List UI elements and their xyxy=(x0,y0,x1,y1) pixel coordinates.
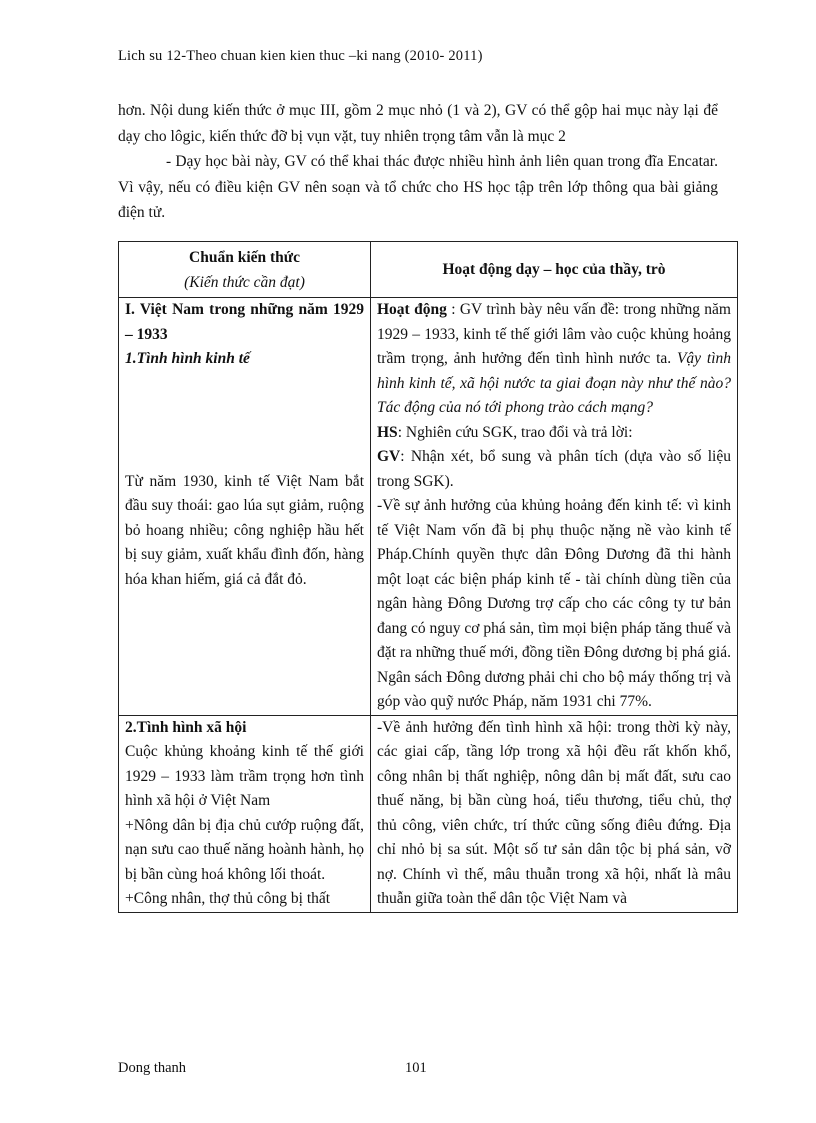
gv-text: : Nhận xét, bổ sung và phân tích (dựa vào số liệu trong SGK). xyxy=(377,448,731,490)
table-row xyxy=(119,298,738,716)
running-header: Lich su 12-Theo chuan kien kien thuc –ki nang (2010- 2011) xyxy=(118,48,483,64)
society-intro: Cuộc khủng khoảng kinh tế thế giới 1929 – 1933 làm trầm trọng hơn tình hình xã hội ở Việt Nam xyxy=(125,743,364,809)
intro-paragraph-1: hơn. Nội dung kiến thức ở mục III, gồm 2 mục nhỏ (1 và 2), GV có thể gộp hai mục này lại để dạy cho lôgic, kiến thức đỡ bị vụn vặt, tuy nhiên trọng tâm vẫn là mục 2 xyxy=(118,102,718,145)
economic-impact-paragraph: -Về sự ảnh hưởng của khủng hoảng đến kinh tế: vì kinh tế Việt Nam vốn đã bị phụ thuộc nặng nề vào kinh tế Pháp.Chính quyền thực dân Đông Dương đã thi hành một loạt các biện pháp kinh tế - tài chính dùng tiền của ngân hàng Đông Dương trợ cấp cho các công ty tư bản đang có nguy cơ phá sản, tìm mọi biện pháp tăng thuế và đặt ra những thuế mới, đồng tiền Đông dương bị phá giá. Ngân sách Đông dương phải chi cho bộ máy thống trị và góp vào quỹ nước Pháp, năm 1931 chi 77%. xyxy=(377,497,731,710)
social-impact-paragraph: -Về ảnh hưởng đến tình hình xã hội: trong thời kỳ này, các giai cấp, tầng lớp trong xã hội đều rất khốn khổ, công nhân bị thất nghiệp, nông dân bị mất đất, sưu cao thuế năng, bị bần cùng hoá, tiểu thương, tiểu chủ, thợ thủ công, viên chức, trí thức cũng sống điêu đứng. Địa chỉ nhỏ bị sa sút. Một số tư sản dân tộc bị phá sản, vỡ nợ. Chính vì thế, mâu thuẫn trong xã hội, nhất là mâu thuẫn giữa toàn thể dân tộc Việt Nam và xyxy=(377,718,731,907)
hs-paragraph xyxy=(377,421,731,446)
page-number: 101 xyxy=(405,1060,427,1076)
activity-paragraph xyxy=(377,298,731,421)
activity-text: : GV trình bày nêu vấn đề: trong những năm 1929 – 1933, kinh tế thế giới lâm vào cuộc khủng hoảng trầm trọng, ảnh hưởng đến tình hình nước ta. xyxy=(377,301,731,367)
col2-header-title: Hoạt động dạy – học của thầy, trò xyxy=(442,261,666,279)
row2-knowledge-cell xyxy=(119,715,371,912)
gv-paragraph xyxy=(377,445,731,494)
subsection-title-economy: 1.Tình hình kinh tế xyxy=(125,350,250,367)
section-title: I. Việt Nam trong những năm 1929 – 1933 xyxy=(125,301,364,343)
col1-header xyxy=(119,242,371,298)
gv-label: GV xyxy=(377,448,401,465)
hs-text: : Nghiên cứu SGK, trao đổi và trả lời: xyxy=(397,423,633,441)
col1-header-title: Chuẩn kiến thức xyxy=(189,249,300,266)
intro-text xyxy=(118,98,718,226)
economy-text: Từ năm 1930, kinh tế Việt Nam bắt đầu suy thoái: gao lúa sụt giảm, ruộng bỏ hoang nhiều; công nghiệp hầu hết bị suy giảm, xuất khẩu đình đốn, hàng hóa khan hiếm, giá cả đắt đỏ. xyxy=(125,472,364,588)
workers-text: +Công nhân, thợ thủ công bị thất xyxy=(125,890,331,907)
row1-activity-cell xyxy=(371,298,738,716)
row2-activity-cell xyxy=(371,715,738,912)
activity-question: Vậy tình hình kinh tế, xã hội nước ta giai đoạn này như thế nào? Tác động của nó tới phong trào cách mạng? xyxy=(377,350,732,416)
subsection-title-society: 2.Tình hình xã hội xyxy=(125,718,247,736)
table-row xyxy=(119,715,738,912)
col1-header-subtitle: (Kiến thức cần đạt) xyxy=(184,273,305,291)
row1-knowledge-cell xyxy=(119,298,371,716)
table-header-row xyxy=(119,242,738,298)
footer-author: Dong thanh xyxy=(118,1060,187,1076)
hs-label: HS xyxy=(377,423,398,441)
peasants-text: +Nông dân bị địa chủ cướp ruộng đất, nạn sưu cao thuế năng hoành hành, họ bị bần cùng hoá không lối thoát. xyxy=(125,816,364,883)
lesson-table xyxy=(118,241,738,913)
col2-header xyxy=(371,242,738,298)
intro-paragraph-2: - Dạy học bài này, GV có thể khai thác được nhiều hình ảnh liên quan trong đĩa Encatar. Vì vậy, nếu có điều kiện GV nên soạn và tổ chức cho HS học tập trên lớp thông qua bài giảng điện tử. xyxy=(118,153,718,221)
activity-label: Hoạt động xyxy=(377,301,447,318)
